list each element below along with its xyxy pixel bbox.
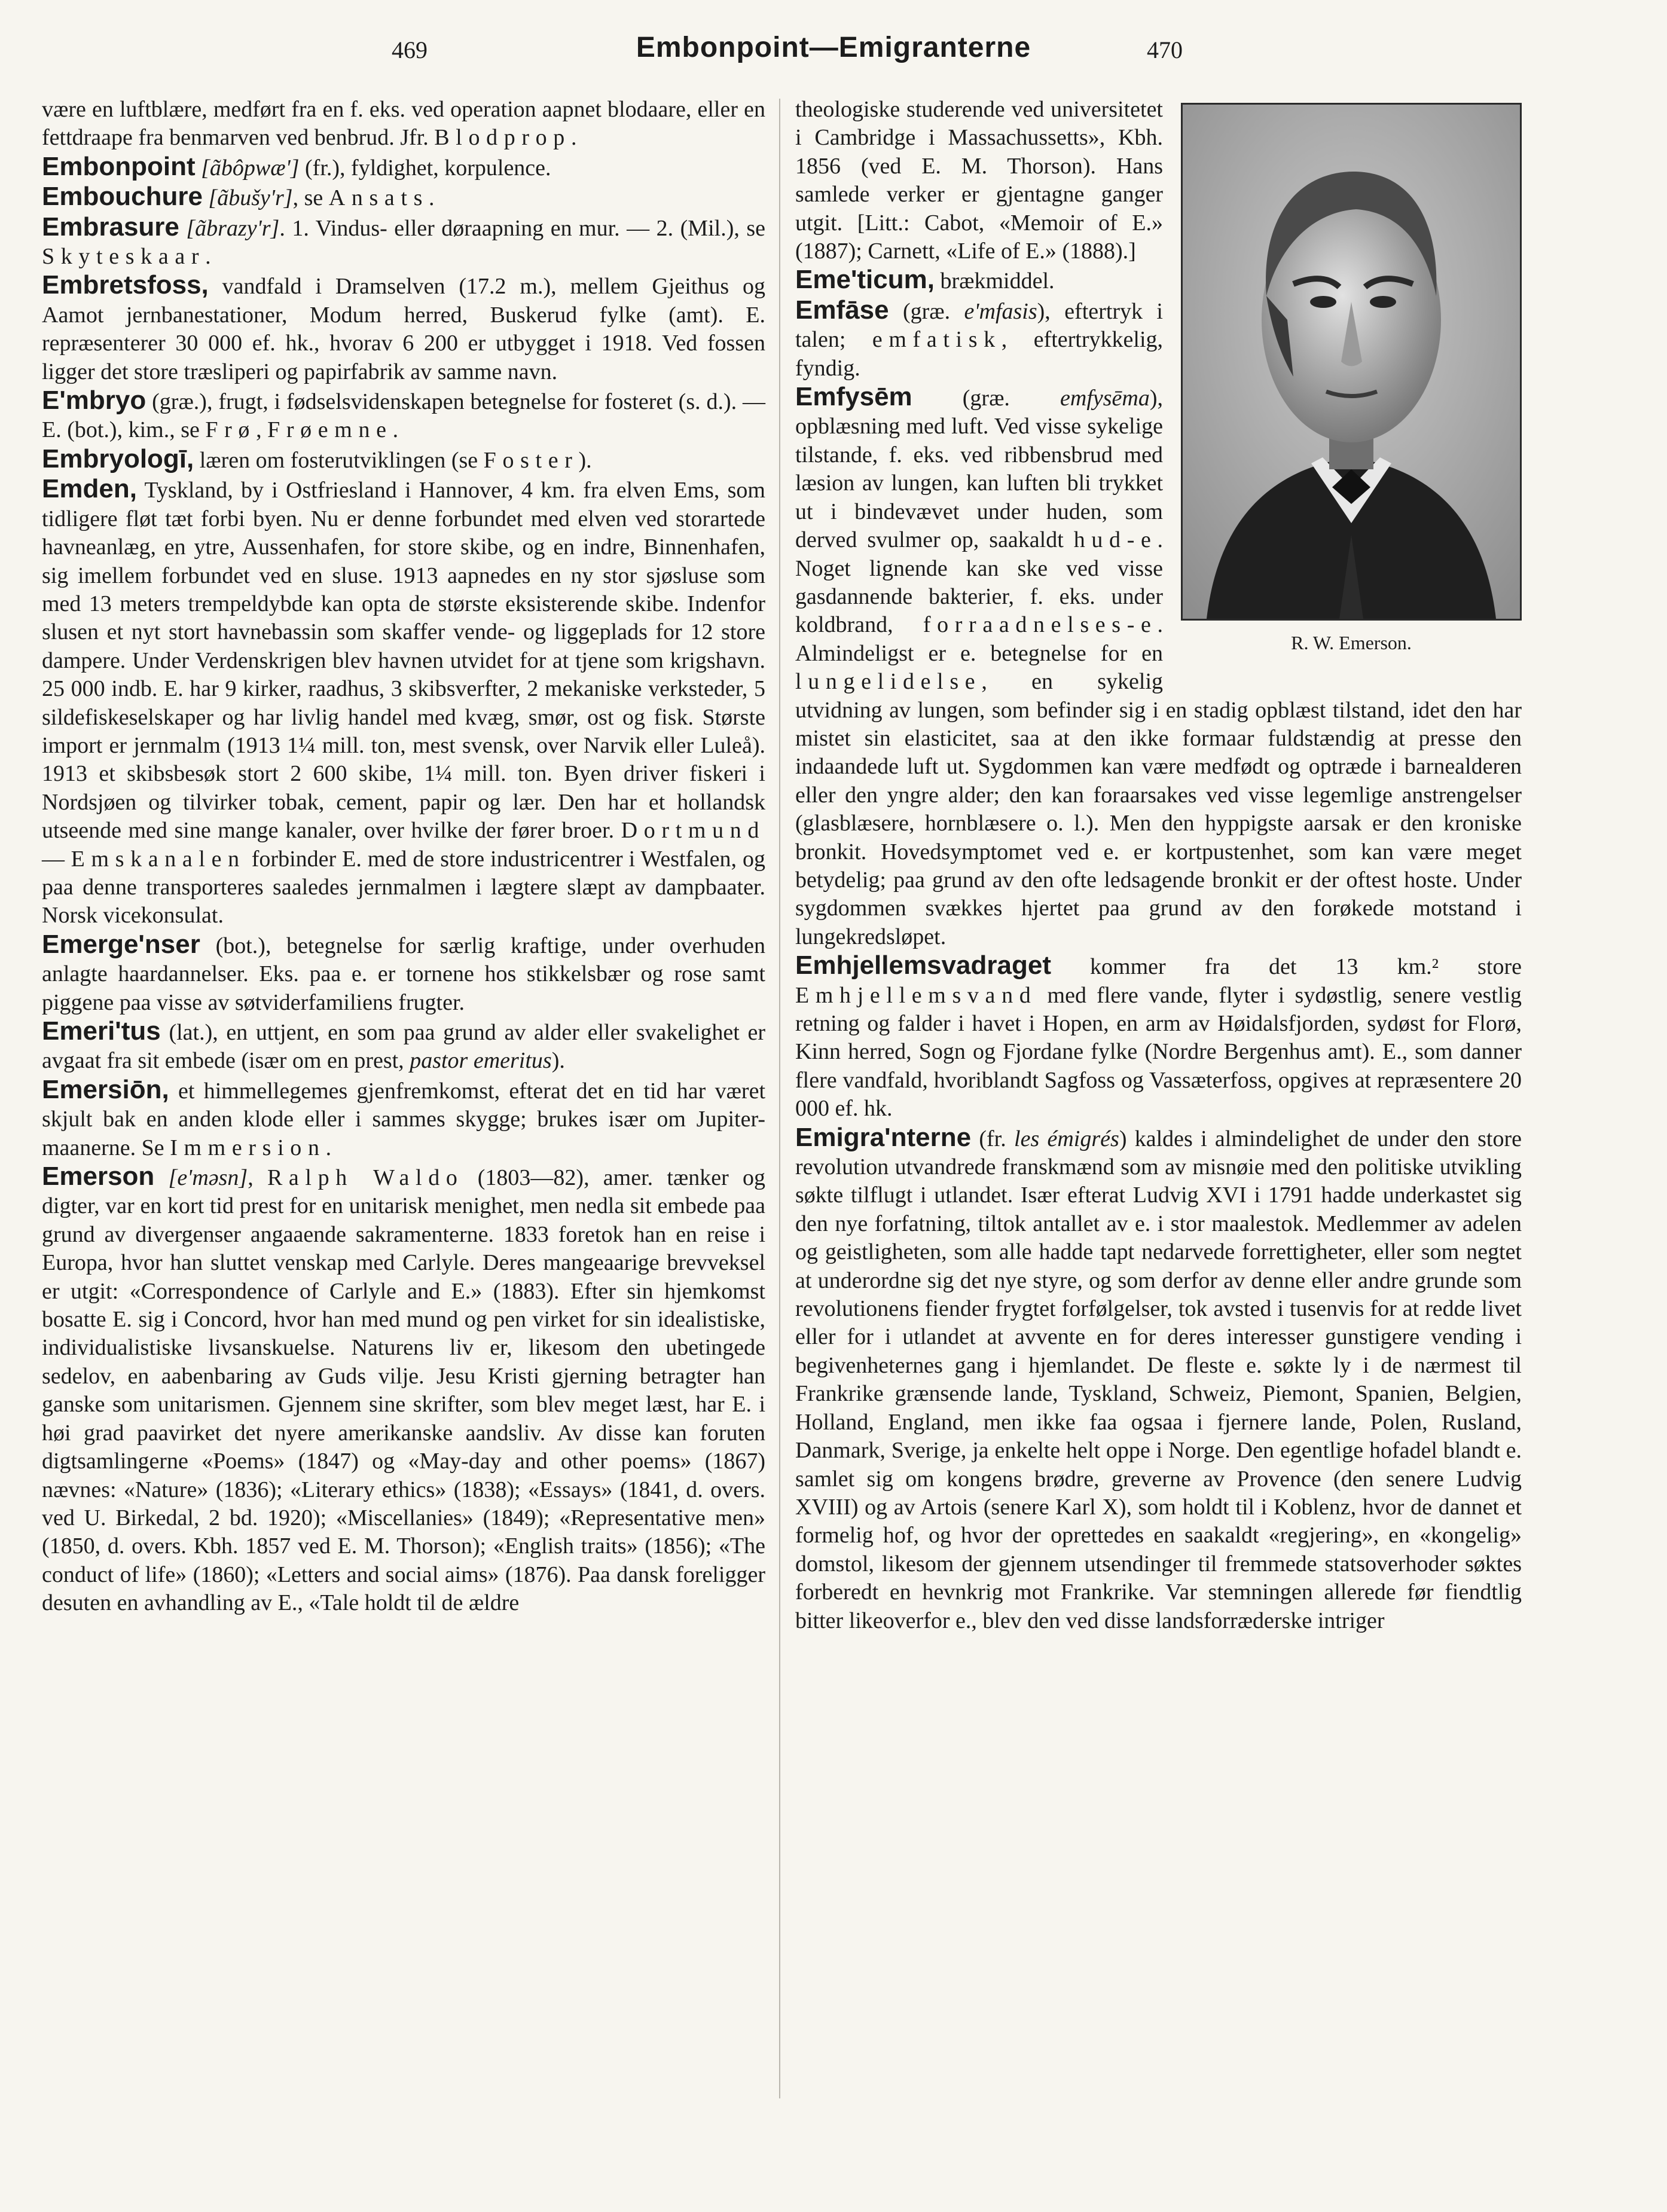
headword: E'mbryo xyxy=(42,386,146,415)
headword: Embrasure xyxy=(42,212,179,242)
entry-embretsfoss: Embretsfoss, vandfald i Dramselven (17.2 m.), mellem Gjeithus og Aamot jernbanestationer, Modum herred, Buskerud fylke (amt). E. repræsenterer 30 000 ef. hk., hvorav 6 200 er utbygget i 1918. Ved fossen ligger det store træsliperi og papirfabrik av samme navn. xyxy=(42,270,766,384)
headword: Embretsfoss, xyxy=(42,270,209,300)
entry-emhjellemsvadraget: Emhjellemsvadraget kommer fra det 13 km.² store Emhjellemsvand med flere vande, flyter i sydøstlig, senere vestlig retning og falder i havet i Hopen, en arm av Høidalsfjorden, sydøst for Florø, Kinn herred, Sogn og Fjordane fylke (Nordre Bergenhus amt). E., som danner flere vandfald, hvoriblandt Sagfoss og Vassæterfoss, opgives at repræsentere 20 000 ef. hk. xyxy=(795,951,1522,1122)
headword: Embonpoint xyxy=(42,151,196,181)
entry-emerson: Emerson [e'mәsn], Ralph Waldo (1803—82), amer. tænker og digter, var en kort tid prest for en unitarisk menighet, men nedla sit embede paa grund av divergenser angaaende sakramenterne. 1833 foretok han en reise i Europa, hvor han sluttet venskap med Carlyle. Deres mangeaarige brevveksel er utgit: «Correspondence of Carlyle and E.» (1883). Efter sin hjemkomst bosatte E. sig i Concord, hvor han med mund og pen virket for sin idealistiske, individualistiske livsanskuelse. Naturens liv er, likesom den ubetingede sedelov, en aabenbaring av Guds vilje. Jesu Kristi gjerning betragter han ganske som unitarismen. Gjennem sine skrifter, som blev meget læst, har E. i høi grad paavirket det nyere amerikanske aandsliv. Av disse kan foruten digtsamlingerne «Poems» (1847) og «May-day and other poems» (1867) nævnes: «Nature» (1836); «Literary ethics» (1838); «Essays» (1841, d. overs. ved U. Birkedal, 2 bd. 1920); «Miscellanies» (1849); «Representative men» (1850, d. overs. Kbh. 1857 ved E. M. Thorson); «English traits» (1856); «The conduct of life» (1860); «Letters and social aims» (1876). Paa dansk foreligger desuten en avhandling av E., «Tale holdt til de ældre xyxy=(42,1162,766,1616)
page-header xyxy=(0,30,1667,78)
entry-embryologi: Embryologī, læren om fosterutviklingen (se Foster). xyxy=(42,444,592,473)
portrait-image xyxy=(1181,103,1522,621)
headword: Emerge'nser xyxy=(42,929,200,959)
entry-embrasure: Embrasure [ãbrazy'r]. 1. Vindus- eller døraapning en mur. — 2. (Mil.), se Skyteskaar. xyxy=(42,212,765,270)
entry-emerson-continued: theologiske studerende ved universitetet i Cambridge i Massachussetts», Kbh. 1856 (ved E. M. Thorson). Hans samlede verker er gjentagne ganger utgit. [Litt.: Cabot, «Memoir of E.» (1887); Carnett, «Life of E.» (1888).] xyxy=(795,97,1163,264)
entry-emeritus: Emeri'tus (lat.), en uttjent, en som paa grund av alder eller svakelighet er avgaat fra sit embede (især om en prest, pastor emeritus). xyxy=(42,1016,766,1074)
entry-emigranterne: Emigra'nterne (fr. les émigrés) kaldes i almindelighet de under den store revolution utvandrede franskmænd som av misnøie med den politiske utvikling søkte tilflugt i utlandet. Især efterat Ludvig XVI i 1791 hadde underkastet sig den nye forfatning, tiltok antallet av e. i stor maalestok. Medlemmer av adelen og geistligheten, som alle hadde tapt nedarvede forrettigheter, eller som negtet at underordne sig det nye styre, og som derfor av denne eller andre grunde som revolutionens fiender frygtet forfølgelser, tok avsted i tusenvis for at redde livet eller for i utlandet at avvente en for deres interesser gunstigere vending i begivenheternes gang i hjemlandet. De fleste e. søkte ly i de nærmest til Frankrike grænsende lande, Tyskland, Schweiz, Piemont, Spanien, Belgien, Holland, England, men ikke faa ogsaa i fjernere lande, Polen, Rusland, Danmark, Sverige, ja enkelte helt oppe i Norge. Den egentlige hofadel blandt e. samlet sig om kongens brødre, greverne av Provence (den senere Ludvig XVIII) og av Artois (senere Karl X), som holdt til i Koblenz, hvor de dannet et formelig hof, og hvor der oprettedes en saakaldt «regjering», en «kongelig» domstol, likesom der gjennem utsendinger til fremmede statsoverhoder søktes forberedt en hevnkrig mot Frankrike. Var stemningen allerede før fiendtlig bitter likeoverfor e., blev den ved disse landsforræderske intriger xyxy=(795,1122,1522,1633)
headword: Emden, xyxy=(42,474,137,504)
headword: Emigra'nterne xyxy=(795,1122,972,1152)
entry-continuation: være en luftblære, medført fra en f. eks. ved operation aapnet blodaare, eller en fettdraape fra benmarven ved benbrud. Jfr. Blodprop. xyxy=(42,97,765,151)
emerson-portrait xyxy=(1181,103,1522,668)
headword: Emfāse xyxy=(795,295,889,325)
entry-embonpoint: Embonpoint [ãbôpwæ'] (fr.), fyldighet, korpulence. xyxy=(42,151,551,181)
headword: Emfysēm xyxy=(795,382,912,412)
headword: Emhjellemsvadraget xyxy=(795,951,1051,980)
headword: Emerson xyxy=(42,1162,155,1191)
headword: Embryologī, xyxy=(42,444,194,473)
headword: Eme'ticum, xyxy=(795,265,935,295)
page-number-left: 469 xyxy=(392,36,428,63)
running-title: Embonpoint—Emigranterne xyxy=(636,32,1031,63)
column-divider xyxy=(779,99,780,2098)
headword: Emersiōn, xyxy=(42,1074,169,1104)
headword: Emeri'tus xyxy=(42,1016,161,1046)
right-column xyxy=(795,96,1522,1635)
entry-emeticum: Eme'ticum, brækmiddel. xyxy=(795,265,1055,295)
entry-embouchure: Embouchure [ãbušy'r], se Ansats. xyxy=(42,182,435,212)
entry-emergenser: Emerge'nser (bot.), betegnelse for særlig kraftige, under overhuden anlagte haardannelser. Eks. paa e. er tornene hos stikkelsbær og rose samt piggene paa visse av søtviderfamiliens frugter. xyxy=(42,929,766,1015)
entry-embryo: E'mbryo (græ.), frugt, i fødselsvidenskapen betegnelse for fosteret (s. d.). — E. (bot.), kim., se Frø, Frøemne. xyxy=(42,386,765,443)
page-number-right: 470 xyxy=(1147,36,1183,63)
entry-emden: Emden, Tyskland, by i Ostfriesland i Hannover, 4 km. fra elven Ems, som tidligere fløt tæt forbi byen. Nu er denne forbundet med elven ved storartede havneanlæg, en ytre, Aussenhafen, for store skibe, og en indre, Binnenhafen, sig imellem forbundet ved en sluse. 1913 aapnedes en ny stor sjøsluse som med 13 meters trempeldybde kan opta de største eksisterende skibe. Indenfor slusen et nyt stort havnebassin som skaffer vende- og liggeplads for 12 store dampere. Under Verdenskrigen blev havnen utvidet for at tjene som krigshavn. 25 000 indb. E. har 9 kirker, raadhus, 3 skibsverfter, 2 mekaniske verksteder, 5 sildefiskeselskaper og har livlig handel med kvæg, smør, ost og fisk. Største import er jernmalm (1913 1¼ mill. ton, mest svensk, over Narvik eller Luleå). 1913 et skibsbesøk stort 2 600 skibe, 1¼ mill. ton. Byen driver fiskeri i Nordsjøen og tilvirker tobak, cement, papir og lær. Den har et hollandsk utseende med sine mange kanaler, over hvilke der fører broer. Dortmund —Emskanalen forbinder E. med de store industricentrer i Westfalen, og paa denne transporteres saaledes jernmalmen i lægtere slæpt av dampbaater. Norsk vicekonsulat. xyxy=(42,474,766,928)
entry-emersion: Emersiōn, et himmellegemes gjenfremkomst, efterat det en tid har været skjult bak en anden klode eller i sammes skygge; brukes især om Jupiter-maanerne. Se Immersion. xyxy=(42,1074,765,1160)
entry-emfysem: Emfysēm (græ. emfysēma), opblæsning med luft. Ved visse sykelige tilstande, f. eks. ved ribbensbrud med læsion av lungen, kan luften bli trykket ut i bindevævet under huden, som derved svulmer op, saakaldt hud-e. Noget lignende kan ske ved visse gasdannende bakterier, f. eks. under koldbrand, forraadnelses-e. Almindeligst er e. betegnelse for en lungelidelse, en sykelig utvidning av lungen, som befinder sig i en stadig opblæst tilstand, idet den har mistet sin elasticitet, saa at den ikke formaar fuldstændig at presse den indaandede luft ut. Sygdommen kan være medfødt og optræde i barnealderen eller den yngre alder; den kan foraarsakes ved visse legemlige anstrengelser (glasblæsere, hornblæsere o. l.). Men den hyppigste aarsak er den kroniske bronkit. Hovedsymptomet ved e. er kortpustenhet, som kan være meget betydelig; paa grund av den ofte ledsagende bronkit er der oftest hoste. Under sygdommen svækkes hjertet paa grund av den forøkede motstand i lungekredsløpet. xyxy=(795,382,1522,949)
portrait-caption: R. W. Emerson. xyxy=(1291,632,1412,653)
left-column xyxy=(42,96,765,1618)
headword: Embouchure xyxy=(42,182,203,212)
entry-emfase: Emfāse (græ. e'mfasis), eftertryk i talen; emfatisk, eftertrykkelig, fyndig. xyxy=(795,295,1164,381)
